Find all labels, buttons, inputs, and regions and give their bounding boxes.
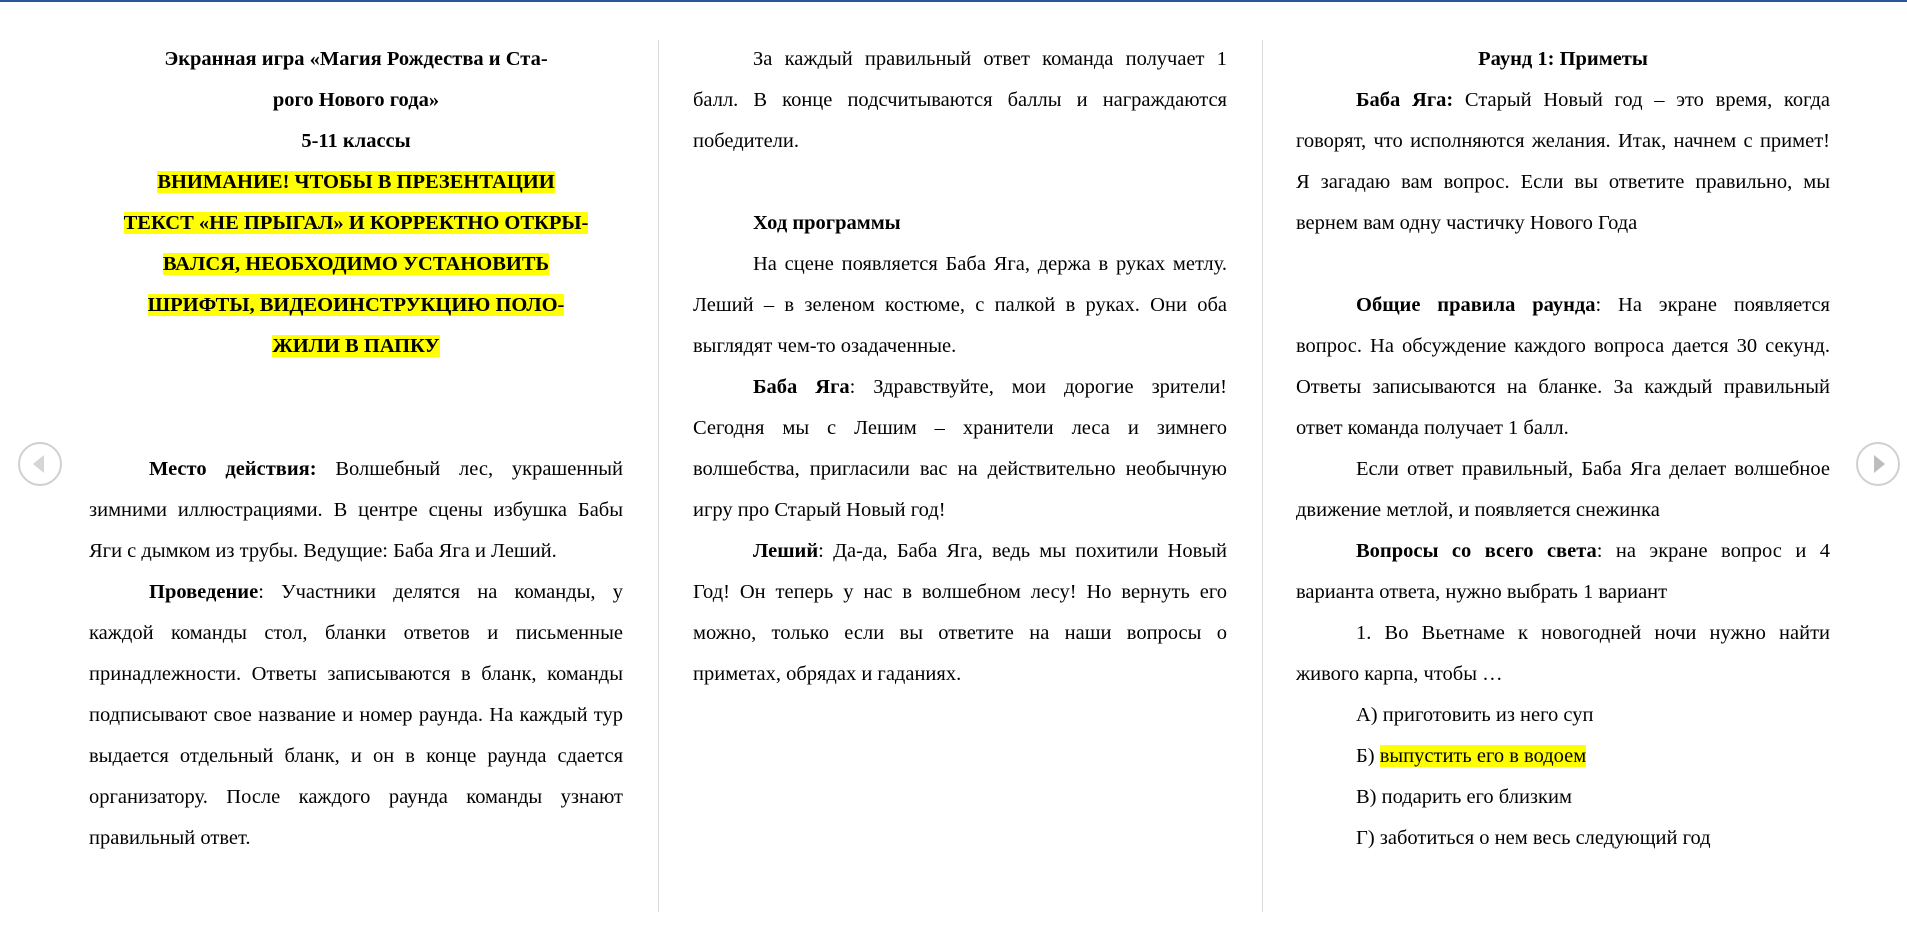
warning-line xyxy=(89,203,623,244)
previous-page-button[interactable] xyxy=(18,442,62,486)
leshy-label: Леший xyxy=(753,540,819,562)
world-paragraph xyxy=(1296,531,1830,613)
intro-paragraph: За каждый правильный ответ команда получает 1 балл. В конце подсчитываются баллы и награждаются победители. xyxy=(693,48,1227,152)
warning-text: ВАЛСЯ, НЕОБХОДИМО УСТАНОВИТЬ xyxy=(162,253,550,275)
warning-line xyxy=(89,326,623,367)
page-column-1 xyxy=(89,39,623,859)
rules-text: : На экране появляется вопрос. На обсуждение каждого вопроса дается 30 секунд. Ответы записываются на бланке. За каждый правильный ответ команда получает 1 балл. xyxy=(1296,294,1830,439)
next-page-button[interactable] xyxy=(1856,442,1900,486)
question-text: 1. Во Вьетнаме к новогодней ночи нужно найти живого карпа, чтобы … xyxy=(1296,622,1830,685)
page-column-2 xyxy=(693,39,1227,695)
program-heading: Ход программы xyxy=(753,212,901,234)
chevron-left-icon xyxy=(20,444,60,484)
yaga-label: Баба Яга xyxy=(753,376,850,398)
spacer xyxy=(693,162,1227,203)
correct-paragraph: Если ответ правильный, Баба Яга делает волшебное движение метлой, и появляется снежинка xyxy=(1296,458,1830,521)
column-divider xyxy=(1262,40,1263,912)
world-label: Вопросы со всего света xyxy=(1356,540,1597,562)
yaga-text: Старый Новый год – это время, когда говорят, что исполняются желания. Итак, начнем с примет! Я загадаю вам вопрос. Если вы ответите правильно, мы вернем вам одну частичку Нового Года xyxy=(1296,89,1830,234)
page-column-3 xyxy=(1296,39,1830,859)
warning-line xyxy=(89,162,623,203)
warning-text: ЖИЛИ В ПАПКУ xyxy=(272,335,440,357)
spacer xyxy=(89,367,623,449)
place-paragraph xyxy=(89,449,623,572)
yaga-label: Баба Яга: xyxy=(1356,89,1454,111)
conduct-label: Проведение xyxy=(149,581,259,603)
option-b-prefix: Б) xyxy=(1356,745,1380,767)
leshy-paragraph xyxy=(693,531,1227,695)
column-divider xyxy=(658,40,659,912)
conduct-paragraph xyxy=(89,572,623,859)
place-text: Волшебный лес, украшенный зимними иллюстрациями. В центре сцены избушка Бабы Яги с дымком из трубы. Ведущие: Баба Яга и Леший. xyxy=(89,458,623,562)
option-b xyxy=(1296,736,1830,777)
warning-line xyxy=(89,244,623,285)
round-yaga-paragraph xyxy=(1296,80,1830,244)
title-line-2: рого Нового года» xyxy=(272,89,440,111)
option-a: А) приготовить из него суп xyxy=(1356,704,1594,726)
rules-label: Общие правила раунда xyxy=(1356,294,1596,316)
grades-label: 5-11 классы xyxy=(301,130,411,152)
round-title: Раунд 1: Приметы xyxy=(1478,48,1648,70)
yaga-text: : Здравствуйте, мои дорогие зрители! Сегодня мы с Лешим – хранители леса и зимнего волшебства, пригласили вас на действительно необычную игру про Старый Новый год! xyxy=(693,376,1227,521)
warning-text: ТЕКСТ «НЕ ПРЫГАЛ» И КОРРЕКТНО ОТКРЫ- xyxy=(123,212,589,234)
world-text: : на экране вопрос и 4 варианта ответа, нужно выбрать 1 вариант xyxy=(1296,540,1830,603)
spacer xyxy=(1296,244,1830,285)
warning-block xyxy=(89,162,623,367)
option-c: В) подарить его близким xyxy=(1356,786,1572,808)
option-d: Г) заботиться о нем весь следующий год xyxy=(1356,827,1711,849)
window-top-border xyxy=(0,0,1907,2)
warning-line xyxy=(89,285,623,326)
option-b-highlighted: выпустить его в водоем xyxy=(1379,745,1587,767)
program-paragraph: На сцене появляется Баба Яга, держа в руках метлу. Леший – в зеленом костюме, с палкой в руках. Они оба выглядят чем-то озадаченные. xyxy=(693,253,1227,357)
rules-paragraph xyxy=(1296,285,1830,449)
conduct-text: : Участники делятся на команды, у каждой команды стол, бланки ответов и письменные принадлежности. Ответы записываются в бланк, команды подписывают свое название и номер раунда. На каждый тур выдается отдельный бланк, и он в конце раунда сдается организатору. После каждого раунда команды узнают правильный ответ. xyxy=(89,581,623,849)
title-line-1: Экранная игра «Магия Рождества и Ста- xyxy=(164,48,548,70)
warning-text: ШРИФТЫ, ВИДЕОИНСТРУКЦИЮ ПОЛО- xyxy=(147,294,565,316)
chevron-right-icon xyxy=(1858,444,1898,484)
yaga-paragraph xyxy=(693,367,1227,531)
leshy-text: : Да-да, Баба Яга, ведь мы похитили Новый Год! Он теперь у нас в волшебном лесу! Но вернуть его можно, только если вы ответите на наши вопросы о приметах, обрядах и гаданиях. xyxy=(693,540,1227,685)
place-label: Место действия: xyxy=(149,458,317,480)
warning-text: ВНИМАНИЕ! ЧТОБЫ В ПРЕЗЕНТАЦИИ xyxy=(157,171,555,193)
